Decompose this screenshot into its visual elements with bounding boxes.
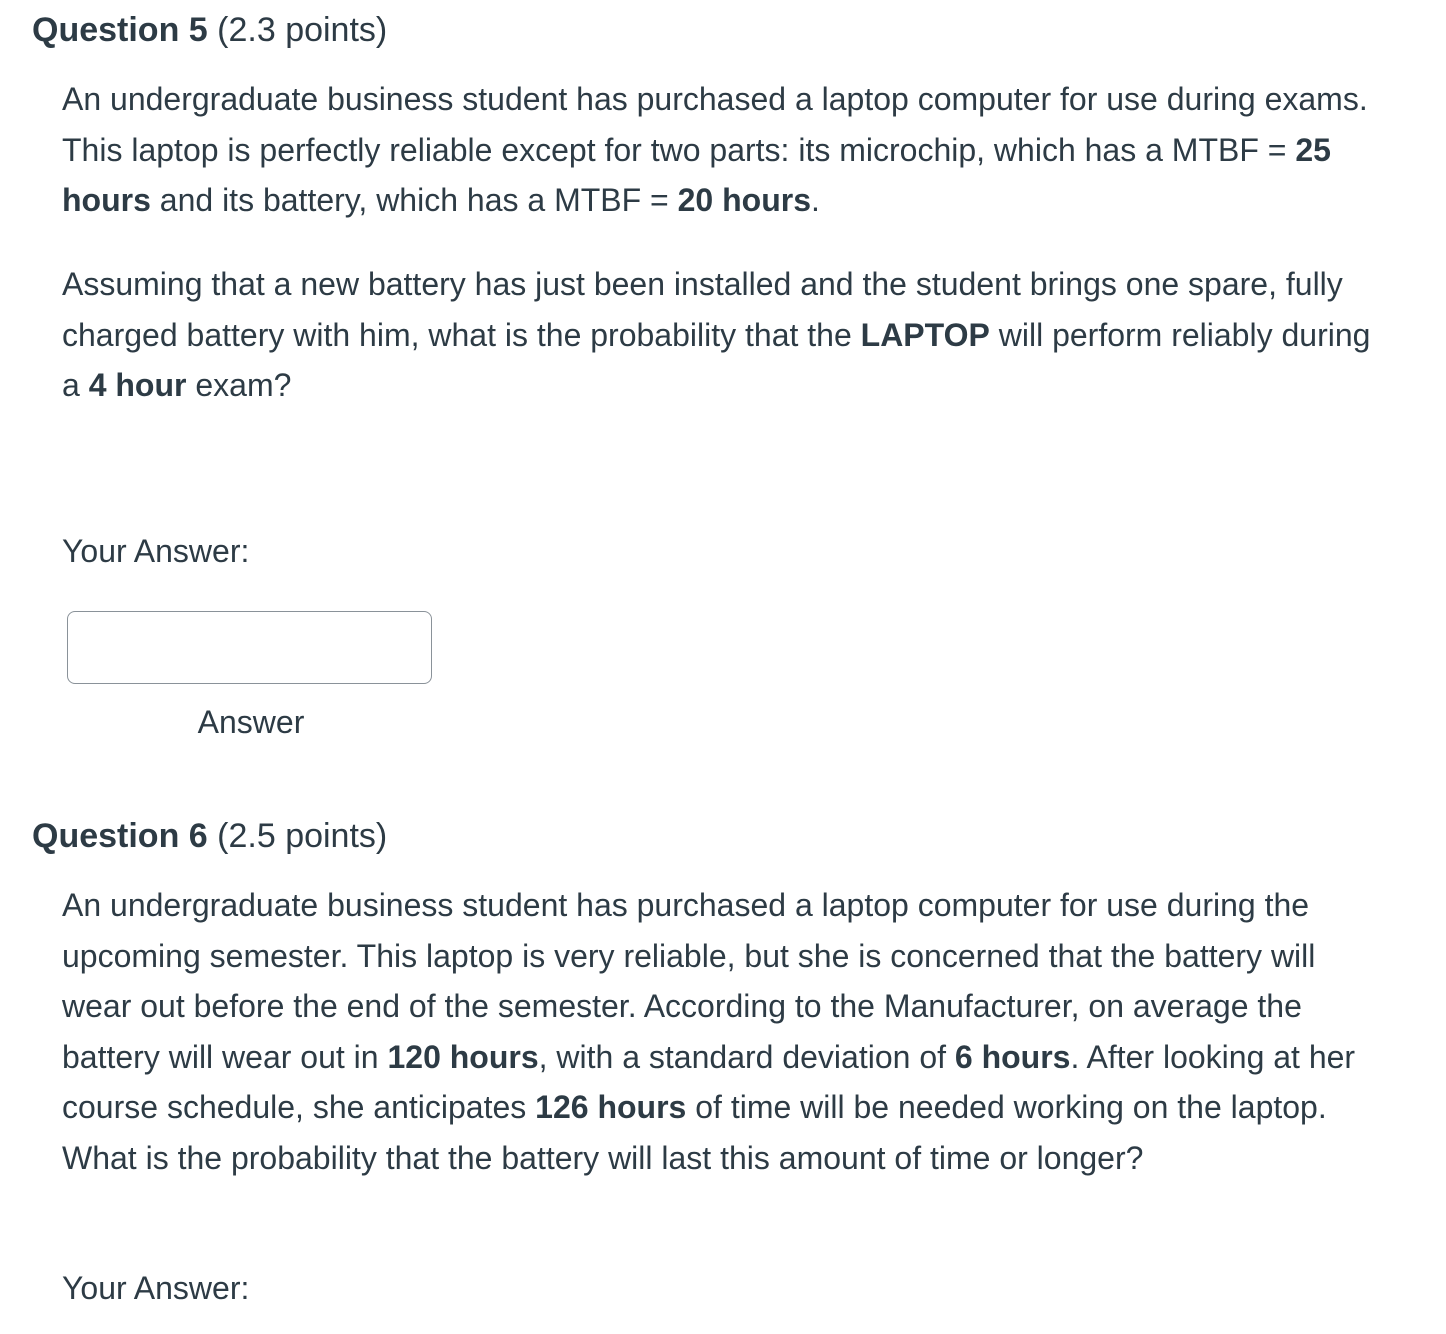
- microchip-mtbf-value: 25 hours: [62, 131, 1331, 218]
- question-5-text-segment: Assuming that a new battery has just been installed and the student brings one spare, fully charged battery with him, what is the probability that the: [62, 266, 1343, 353]
- question-6-paragraph-1: [62, 880, 1392, 1183]
- question-5-header: [32, 10, 387, 50]
- question-6-text-segment: . After looking at her course schedule, she anticipates: [62, 1038, 1356, 1125]
- question-5-answer-caption: Answer: [197, 704, 305, 740]
- question-6-text-segment: of time will be needed working on the laptop. What is the probability that the battery will last this amount of time or longer?: [62, 1089, 1327, 1176]
- question-5-points: (2.3 points): [217, 11, 388, 49]
- question-5-text-segment: .: [811, 182, 820, 218]
- question-5-paragraph-2: [62, 259, 1392, 411]
- question-5-answer-input[interactable]: [67, 611, 432, 684]
- question-5-paragraph-1: [62, 74, 1392, 226]
- question-6-header: [32, 816, 387, 856]
- question-5-text-segment: will perform reliably during a: [62, 316, 1371, 403]
- laptop-emphasis: LAPTOP: [860, 316, 990, 353]
- question-5-your-answer-label: Your Answer:: [62, 533, 250, 569]
- battery-mtbf-value: 20 hours: [677, 182, 811, 218]
- battery-std-dev-value: 6 hours: [954, 1038, 1071, 1075]
- question-6-your-answer-label: Your Answer:: [62, 1270, 250, 1306]
- question-6-text-segment: , with a standard deviation of: [538, 1038, 955, 1075]
- question-5-text-segment: and its battery, which has a MTBF =: [150, 182, 678, 218]
- battery-mean-life-value: 120 hours: [387, 1038, 539, 1075]
- question-6-text-segment: An undergraduate business student has purchased a laptop computer for use during the upcoming semester. This laptop is very reliable, but she is concerned that the battery will wear out before the end of the semester. According to the Manufacturer, on average the battery will wear out in: [62, 887, 1316, 1075]
- question-5-title: Question 5: [32, 11, 208, 49]
- question-6-title: Question 6: [32, 817, 208, 855]
- needed-hours-value: 126 hours: [535, 1089, 687, 1125]
- exam-duration-value: 4 hour: [88, 367, 187, 403]
- question-5-text-segment: exam?: [186, 367, 292, 403]
- question-5-text-segment: An undergraduate business student has purchased a laptop computer for use during exams. This laptop is perfectly reliable except for two parts: its microchip, which has a MTBF =: [62, 81, 1368, 168]
- question-6-points: (2.5 points): [217, 817, 388, 855]
